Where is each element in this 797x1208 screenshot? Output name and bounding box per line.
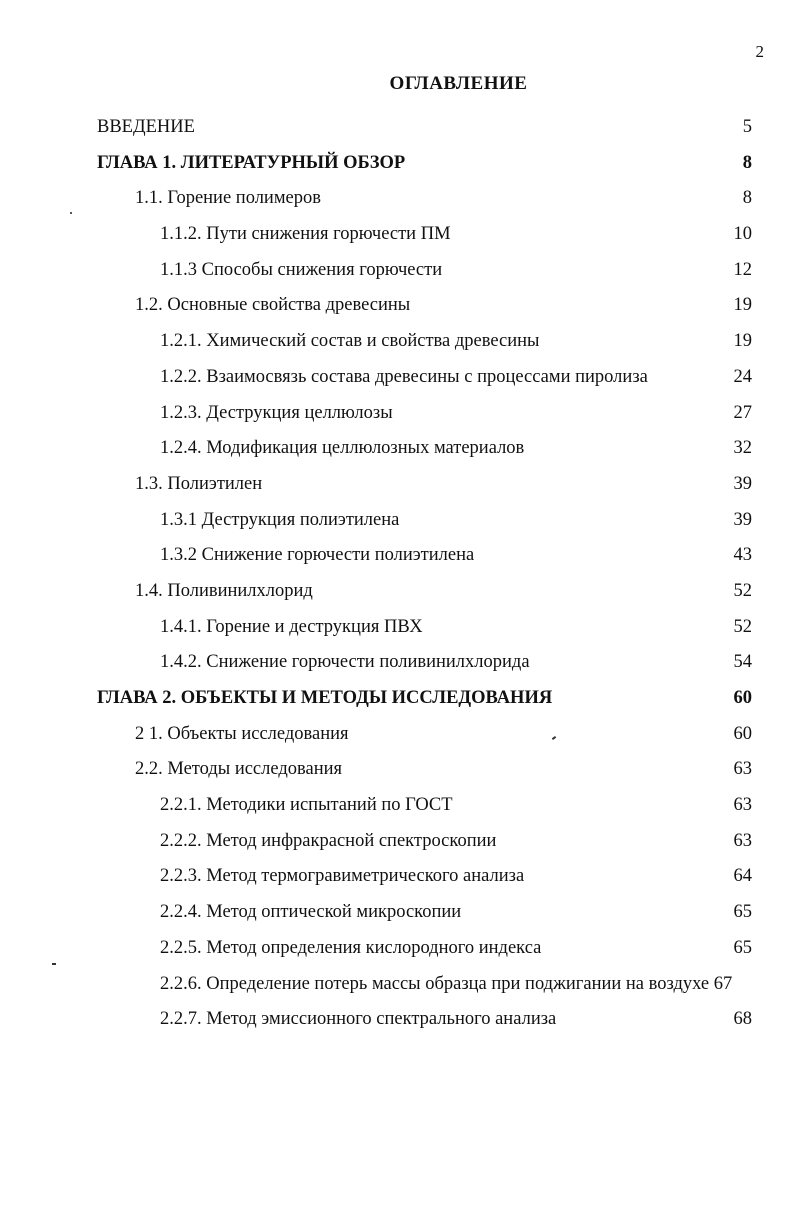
toc-entry-label: 1.2.1. Химический состав и свойства древесины — [160, 331, 540, 352]
toc-entry — [0, 467, 797, 503]
toc-entry-page: 63 — [733, 795, 752, 816]
toc-entry — [0, 146, 797, 182]
toc-entry-page: 8 — [742, 152, 752, 173]
toc-entry-page: 43 — [733, 545, 752, 566]
toc-entry — [0, 895, 797, 931]
toc-entry — [0, 610, 797, 646]
toc-entry-label: 1.3.1 Деструкция полиэтилена — [160, 509, 400, 530]
toc-entry-label: 1.4.2. Снижение горючести поливинилхлорида — [160, 652, 530, 673]
toc-entry-page: 32 — [733, 438, 752, 459]
toc-entry — [0, 431, 797, 467]
toc-entry-label: 1.1.3 Способы снижения горючести — [160, 259, 443, 280]
toc-entry-page: 27 — [733, 402, 752, 423]
toc-entry-label: 2.2.6. Определение потерь массы образца при поджигании на воздухе 67 — [160, 973, 733, 994]
scan-mark — [70, 212, 72, 214]
page-number: 2 — [755, 42, 764, 61]
toc-entry-label: 2.2.4. Метод оптической микроскопии — [160, 902, 462, 923]
toc-entry — [0, 681, 797, 717]
toc-entry — [0, 931, 797, 967]
toc-entry-label: 2.2. Методы исследования — [135, 759, 343, 780]
toc-entry — [0, 752, 797, 788]
toc-entry — [0, 1002, 797, 1038]
toc-entry-page: 24 — [733, 366, 752, 387]
toc-entry-label: 1.3. Полиэтилен — [135, 473, 263, 494]
toc-entry-label: 1.3.2 Снижение горючести полиэтилена — [160, 545, 475, 566]
toc-entry-label: 2 1. Объекты исследования — [135, 723, 349, 744]
toc-entry — [0, 503, 797, 539]
toc-entry — [0, 288, 797, 324]
toc-entry-page: 65 — [733, 902, 752, 923]
toc-entry — [0, 181, 797, 217]
toc-entry-page: 39 — [733, 509, 752, 530]
toc-entry — [0, 217, 797, 253]
scan-mark — [52, 963, 56, 965]
toc-entry-label: 1.1.2. Пути снижения горючести ПМ — [160, 224, 451, 245]
toc-entry — [0, 859, 797, 895]
toc-entry — [0, 717, 797, 753]
toc-entry — [0, 824, 797, 860]
toc-entry-page: 68 — [733, 1009, 752, 1030]
toc-entry-page: 12 — [733, 259, 752, 280]
toc-entry-label: ГЛАВА 1. ЛИТЕРАТУРНЫЙ ОБЗОР — [97, 152, 406, 173]
toc-entry-page: 54 — [733, 652, 752, 673]
toc-entry-label: ВВЕДЕНИЕ — [97, 117, 195, 137]
toc-entry-page: 10 — [733, 224, 752, 245]
toc-entry-label: 1.2. Основные свойства древесины — [135, 295, 411, 316]
toc-entry-page: 39 — [733, 473, 752, 494]
toc-entry-label: 2.2.2. Метод инфракрасной спектроскопии — [160, 830, 497, 851]
toc-entry-page: 64 — [733, 866, 752, 887]
toc-entry-page: 65 — [733, 937, 752, 958]
toc-entry-page: 60 — [733, 723, 752, 744]
toc-entry — [0, 645, 797, 681]
table-of-contents — [0, 110, 797, 1038]
toc-entry-label: ГЛАВА 2. ОБЪЕКТЫ И МЕТОДЫ ИССЛЕДОВАНИЯ — [97, 688, 553, 708]
toc-entry — [0, 788, 797, 824]
toc-entry-page: 52 — [733, 616, 752, 637]
toc-entry-page: 63 — [733, 759, 752, 780]
toc-entry-page: 8 — [742, 188, 752, 209]
toc-entry-label: 1.2.4. Модификация целлюлозных материалов — [160, 438, 525, 459]
toc-entry-label: 1.2.2. Взаимосвязь состава древесины с процессами пиролиза — [160, 366, 648, 387]
toc-entry-label: 1.4. Поливинилхлорид — [135, 580, 313, 601]
toc-entry-page: 19 — [733, 331, 752, 352]
toc-entry-label: 1.1. Горение полимеров — [135, 188, 321, 209]
toc-entry-label: 1.2.3. Деструкция целлюлозы — [160, 402, 393, 423]
toc-entry — [0, 253, 797, 289]
toc-entry — [0, 538, 797, 574]
toc-entry-label: 2.2.5. Метод определения кислородного индекса — [160, 937, 542, 958]
toc-entry — [0, 324, 797, 360]
toc-entry — [0, 360, 797, 396]
toc-entry — [0, 396, 797, 432]
toc-entry-label: 2.2.1. Методики испытаний по ГОСТ — [160, 795, 453, 816]
toc-entry — [0, 110, 797, 146]
toc-entry — [0, 574, 797, 610]
toc-entry-label: 2.2.3. Метод термогравиметрического анализа — [160, 866, 525, 887]
toc-entry-page: 60 — [733, 688, 752, 708]
toc-entry-page: 5 — [742, 117, 752, 137]
toc-entry-label: 2.2.7. Метод эмиссионного спектрального анализа — [160, 1009, 557, 1030]
toc-entry-page: 52 — [733, 580, 752, 601]
page-title: ОГЛАВЛЕНИЕ — [389, 73, 528, 94]
toc-entry-page: 19 — [733, 295, 752, 316]
toc-entry-label: 1.4.1. Горение и деструкция ПВХ — [160, 616, 423, 637]
toc-entry — [0, 967, 797, 1003]
toc-entry-page: 63 — [733, 830, 752, 851]
